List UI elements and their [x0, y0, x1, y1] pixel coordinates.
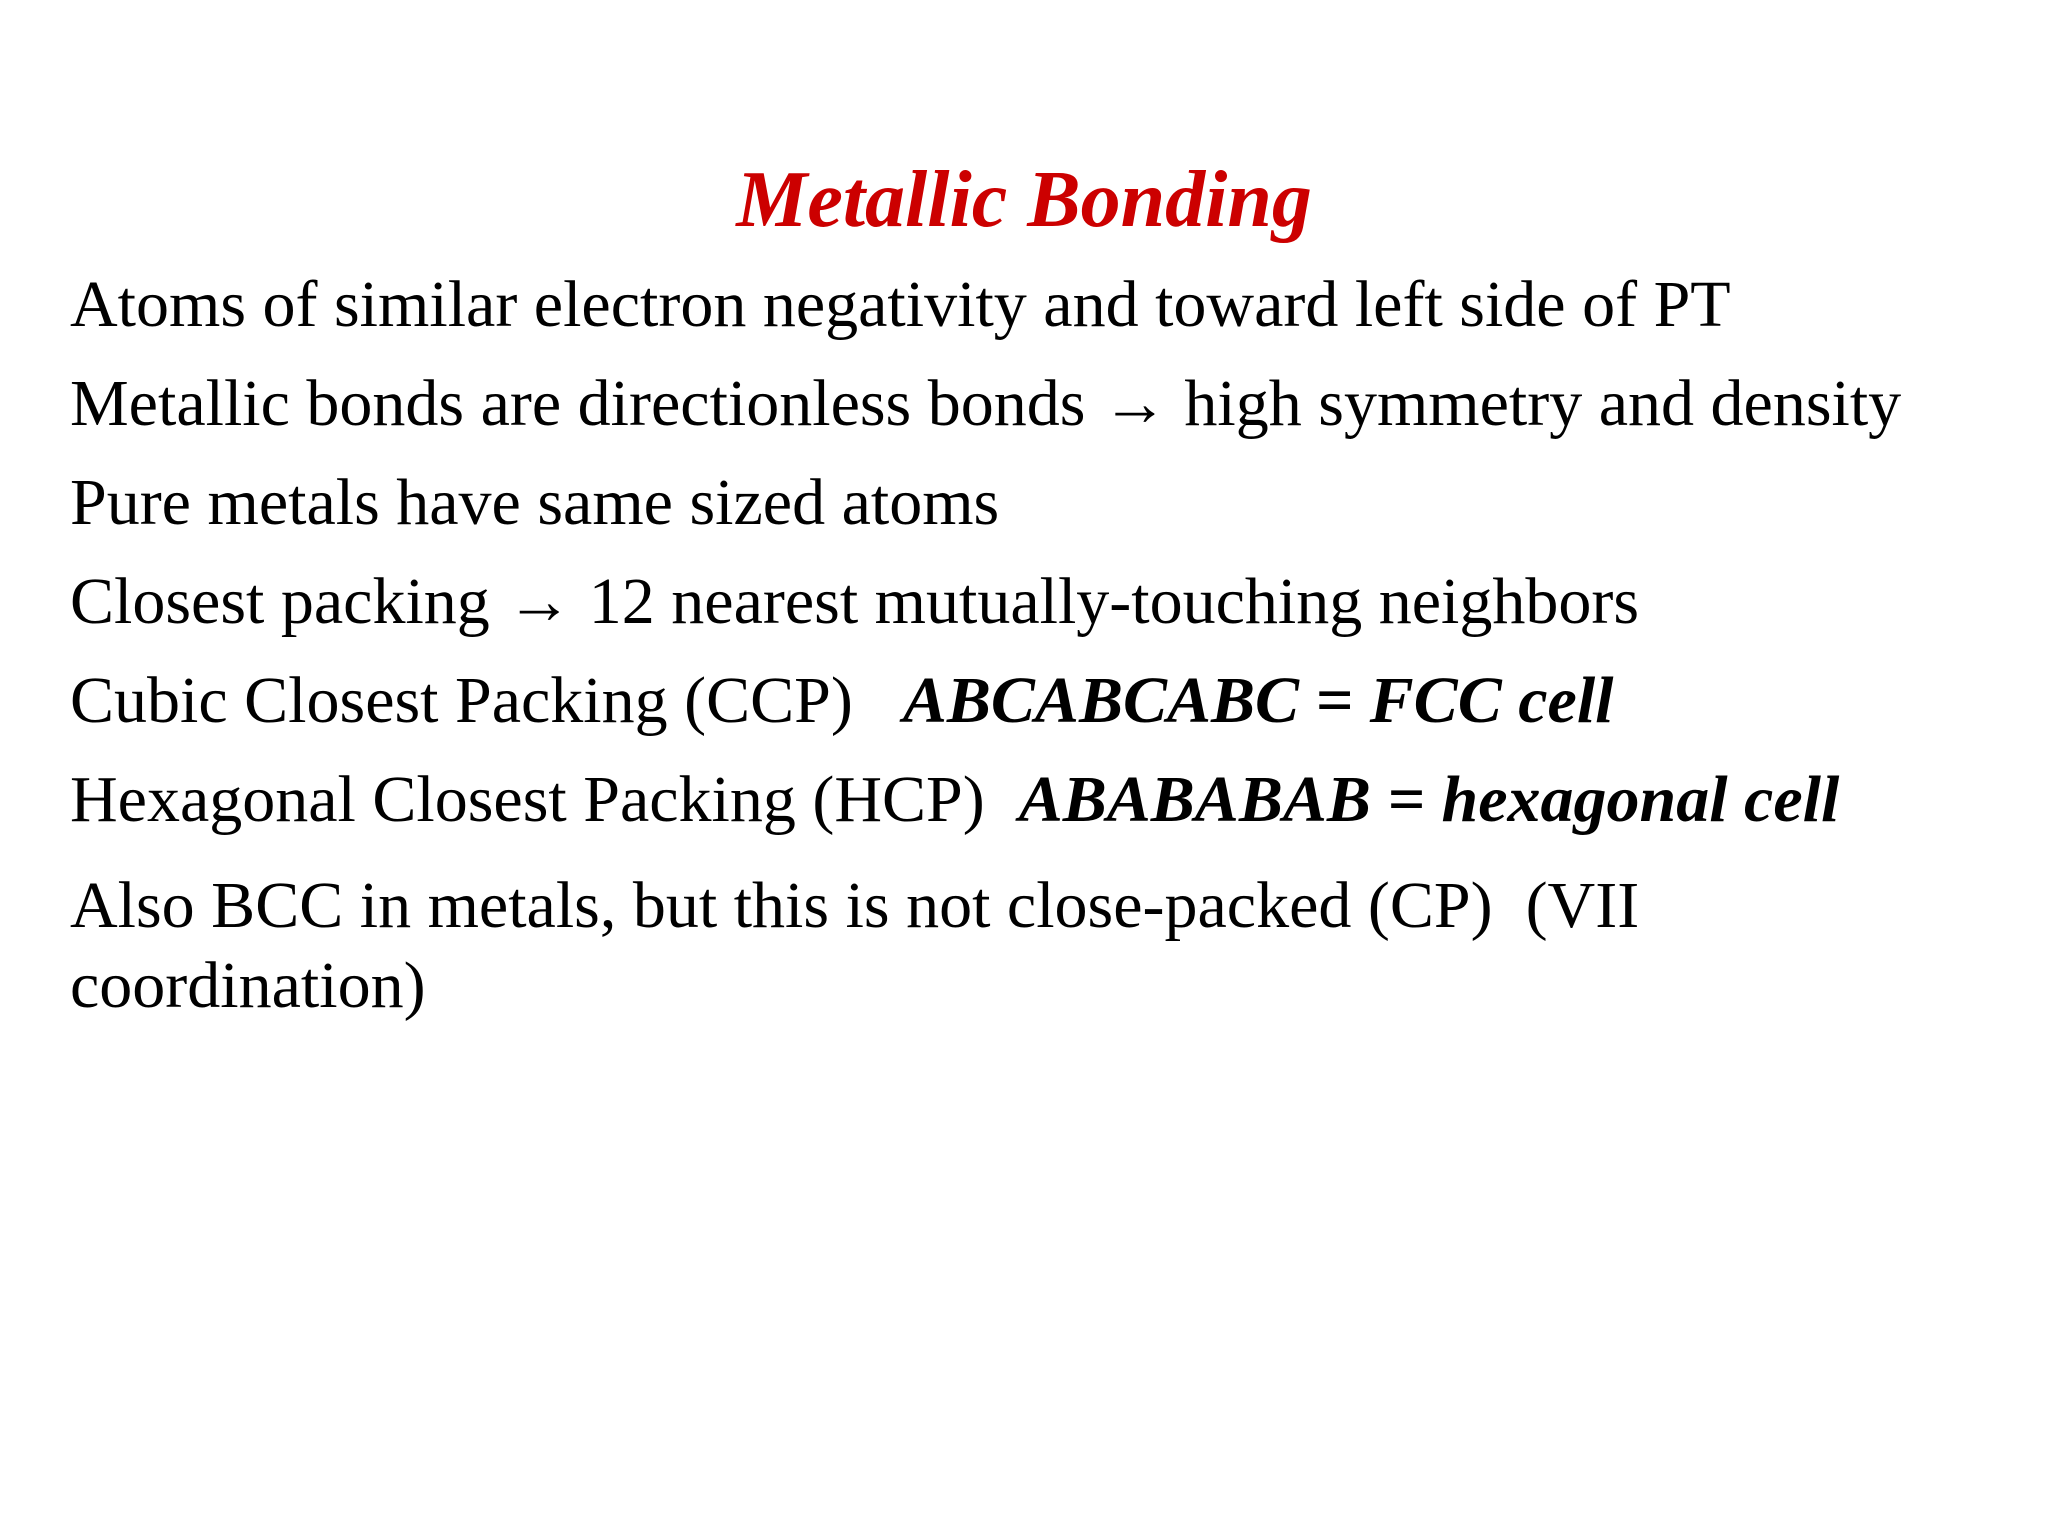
line-closest-packing: Closest packing → 12 nearest mutually-touching neighbors	[70, 565, 1640, 638]
hcp-label: Hexagonal Closest Packing (HCP)	[70, 763, 985, 836]
line-metallic-bonds-directionless: Metallic bonds are directionless bonds → high symmetry and density	[70, 367, 1902, 440]
bcc-line-1: Also BCC in metals, but this is not close-packed (CP) (VII	[70, 869, 1640, 942]
slide-body	[70, 268, 2010, 1026]
line-bcc	[70, 866, 2010, 1026]
ccp-stacking: ABCABCABC = FCC cell	[902, 664, 1614, 737]
line-hcp	[70, 763, 2010, 866]
bcc-line-2: coordination)	[70, 949, 426, 1022]
slide-title: Metallic Bonding	[736, 156, 1312, 244]
ccp-label: Cubic Closest Packing (CCP)	[70, 664, 853, 737]
line-ccp	[70, 664, 2010, 767]
hcp-stacking: ABABABAB = hexagonal cell	[1018, 763, 1840, 836]
line-pure-metals-same-size: Pure metals have same sized atoms	[70, 466, 1000, 539]
line-atoms-similar-electronegativity: Atoms of similar electron negativity and toward left side of PT	[70, 268, 1731, 341]
